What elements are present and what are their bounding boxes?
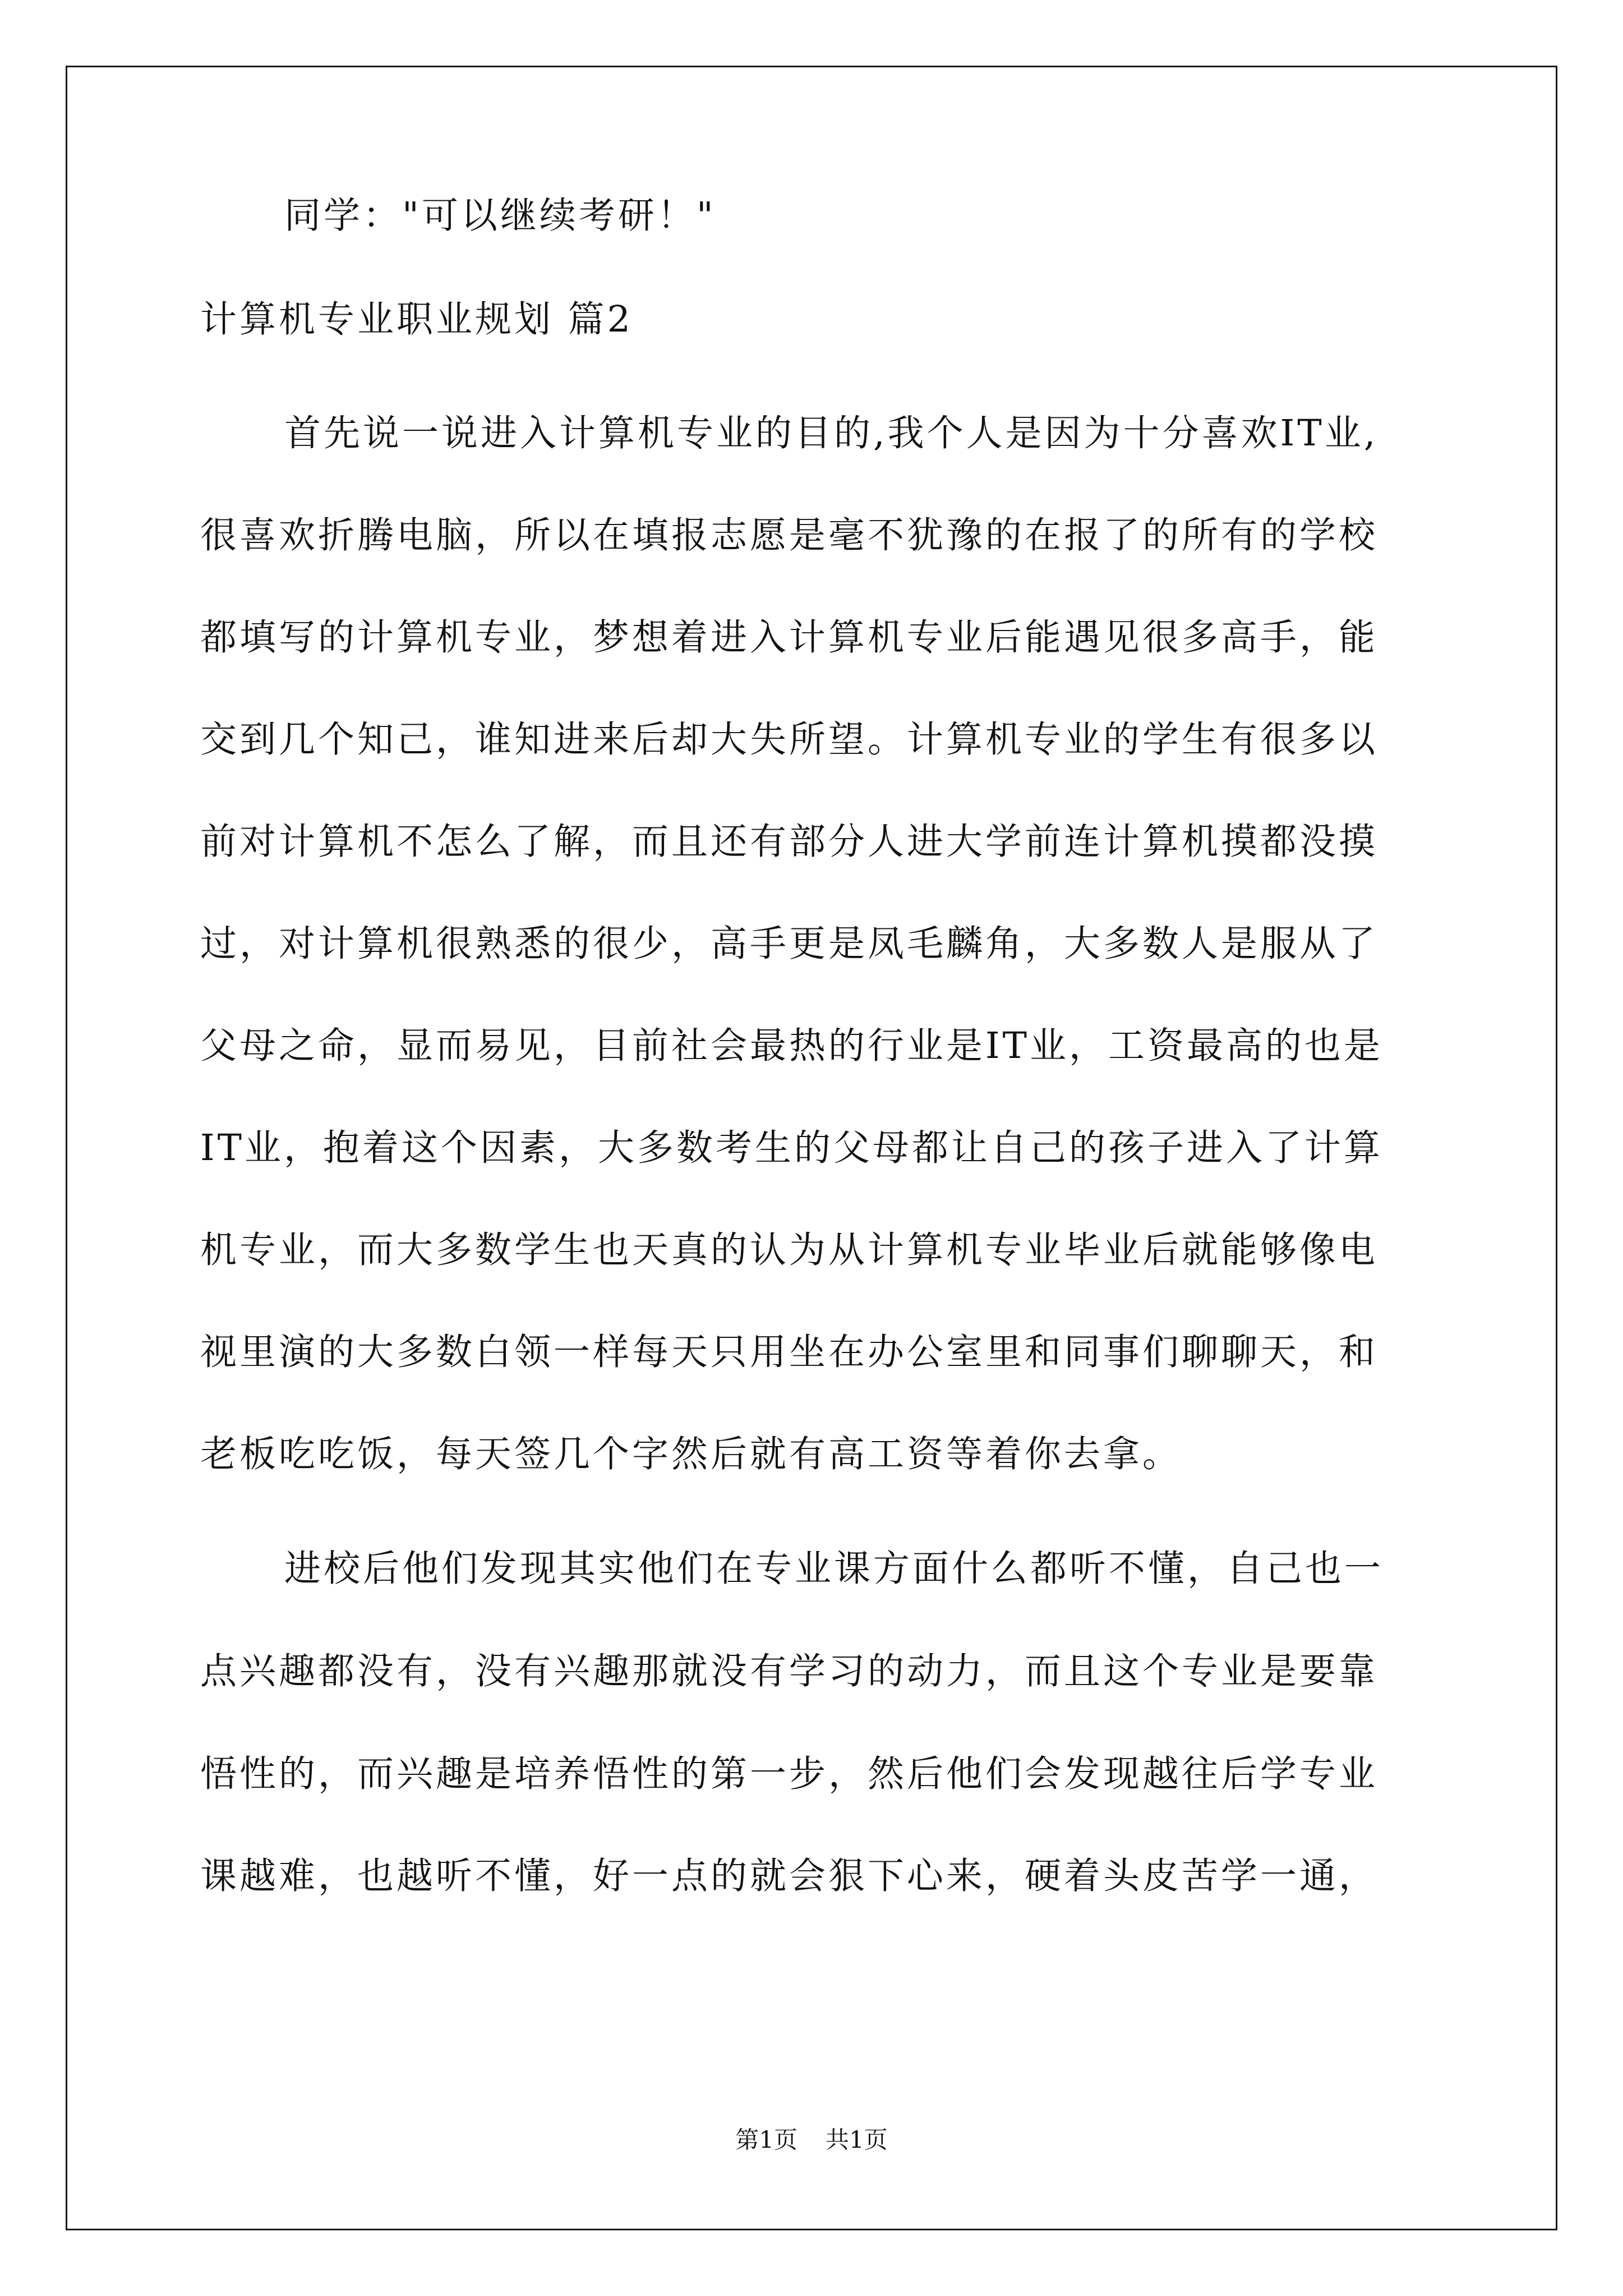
text-line: 悟性的，而兴趣是培养悟性的第一步，然后他们会发现越往后学专业 [200,1753,1378,1795]
text-line: 机专业，而大多数学生也天真的认为从计算机专业毕业后就能够像电 [200,1229,1378,1271]
text-line: 进校后他们发现其实他们在专业课方面什么都听不懂，自己也一 [284,1548,1384,1590]
text-line: 父母之命，显而易见，目前社会最热的行业是IT业，工资最高的也是 [200,1025,1384,1067]
text-line: 首先说一说进入计算机专业的目的,我个人是因为十分喜欢IT业, [284,412,1378,454]
text-line: 点兴趣都没有，没有兴趣那就没有学习的动力，而且这个专业是要靠 [200,1650,1378,1692]
text-line: 视里演的大多数白领一样每天只用坐在办公室里和同事们聊聊天，和 [200,1331,1378,1373]
text-line: 很喜欢折腾电脑，所以在填报志愿是毫不犹豫的在报了的所有的学校 [200,514,1378,556]
page-number: 第1页 [735,2126,797,2154]
text-line: 过，对计算机很熟悉的很少，高手更是凤毛麟角，大多数人是服从了 [200,923,1378,965]
text-line: 交到几个知己，谁知进来后却大失所望。计算机专业的学生有很多以 [200,719,1378,761]
page-total: 共1页 [826,2126,888,2154]
text-line: 前对计算机不怎么了解，而且还有部分人进大学前连计算机摸都没摸 [200,821,1378,863]
section-heading: 计算机专业职业规划 篇2 [200,298,634,341]
page-footer [0,2123,1623,2157]
text-line: 课越难，也越听不懂，好一点的就会狠下心来，硬着头皮苦学一通， [200,1855,1378,1897]
text-line: 同学："可以继续考研！" [284,195,716,237]
text-line: 老板吃吃饭，每天签几个字然后就有高工资等着你去拿。 [200,1433,1182,1475]
text-line: IT业，抱着这个因素，大多数考生的父母都让自己的孩子进入了计算 [200,1127,1384,1169]
text-line: 都填写的计算机专业，梦想着进入计算机专业后能遇见很多高手，能 [200,616,1378,659]
